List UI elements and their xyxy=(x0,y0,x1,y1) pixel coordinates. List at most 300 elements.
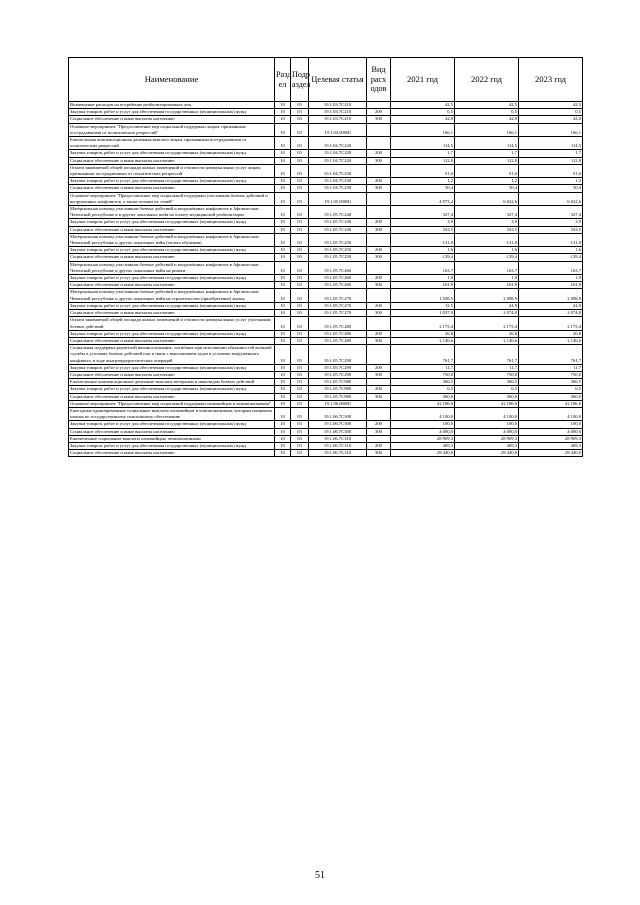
cell-2022: 131,0 xyxy=(455,233,519,246)
cell-target-article: 19.1.06.7С310 xyxy=(309,442,367,449)
cell-target-article: 19.1.04.7С220 xyxy=(309,150,367,157)
cell-razdel: 10 xyxy=(275,317,291,330)
cell-podrazdel: 03 xyxy=(291,206,309,219)
cell-expense-type: 200 xyxy=(367,330,391,337)
cell-2023: 129,4 xyxy=(519,254,583,261)
header-year-2022: 2022 год xyxy=(455,58,519,102)
cell-razdel: 10 xyxy=(275,116,291,123)
cell-expense-type: 200 xyxy=(367,386,391,393)
table-row xyxy=(69,157,583,164)
cell-2023: 1,7 xyxy=(519,150,583,157)
cell-expense-type: 300 xyxy=(367,450,391,457)
cell-podrazdel: 03 xyxy=(291,137,309,150)
table-row xyxy=(69,450,583,457)
cell-target-article: 19.1.05.7С290 xyxy=(309,364,367,371)
cell-expense-type: 300 xyxy=(367,337,391,344)
cell-target-article: 19.1.05.7С280 xyxy=(309,337,367,344)
table-row xyxy=(69,364,583,371)
cell-name: Возмещение расходов на погребение реабилитированных лиц xyxy=(69,102,275,109)
cell-podrazdel: 03 xyxy=(291,261,309,274)
cell-expense-type xyxy=(367,233,391,246)
cell-2023: 24,9 xyxy=(519,302,583,309)
cell-2021: 112,8 xyxy=(391,157,455,164)
cell-2022: 761,7 xyxy=(455,345,519,365)
header-target-article: Целевая статья xyxy=(309,58,367,102)
cell-2021: 163,7 xyxy=(391,261,455,274)
cell-name: Материальная помощь участникам боевых действий и вооружённых конфликтов в Афганистане, Чеченской республике и в других локальных войн на оплату медицинской реабилитации xyxy=(69,206,275,219)
cell-target-article: 19.1.06.7С310 xyxy=(309,450,367,457)
cell-name: Социальное обеспечение и иные выплаты населению xyxy=(69,450,275,457)
cell-2023: 163,7 xyxy=(519,261,583,274)
cell-2021: 1,7 xyxy=(391,150,455,157)
cell-podrazdel: 03 xyxy=(291,185,309,192)
cell-2022: 6,5 xyxy=(455,386,519,393)
cell-2022: 469,3 xyxy=(455,442,519,449)
cell-2022: 0,5 xyxy=(455,109,519,116)
table-row xyxy=(69,254,583,261)
cell-2021: 42,0 xyxy=(391,116,455,123)
cell-name: Ежемесячные социальные выплаты олимпийцам, чемпионатникам xyxy=(69,435,275,442)
cell-2021: 761,7 xyxy=(391,345,455,365)
cell-podrazdel: 03 xyxy=(291,317,309,330)
cell-expense-type: 200 xyxy=(367,364,391,371)
cell-target-article: 19.1.03.7С210 xyxy=(309,102,367,109)
cell-2022: 4 000,0 xyxy=(455,428,519,435)
cell-name: Социальное обеспечение и иные выплаты населению xyxy=(69,116,275,123)
cell-target-article: 19.1.06.7С310 xyxy=(309,435,367,442)
cell-target-article: 19.1.05.7С980 xyxy=(309,393,367,400)
table-row xyxy=(69,371,583,378)
cell-name: Социальное обеспечение и иные выплаты населению xyxy=(69,254,275,261)
cell-razdel: 10 xyxy=(275,282,291,289)
cell-expense-type: 200 xyxy=(367,421,391,428)
cell-razdel: 10 xyxy=(275,310,291,317)
cell-podrazdel: 03 xyxy=(291,164,309,177)
cell-target-article: 19.1.05.7С290 xyxy=(309,345,367,365)
cell-target-article: 19.1.05.7С240 xyxy=(309,226,367,233)
table-row xyxy=(69,428,583,435)
cell-name: Закупка товаров, работ и услуг для обеспечения государственных (муниципальных) нужд xyxy=(69,386,275,393)
header-year-2023: 2023 год xyxy=(519,58,583,102)
table-header-row xyxy=(69,58,583,102)
cell-target-article: 19.1.05.7С260 xyxy=(309,261,367,274)
cell-target-article: 19.1.05.7С980 xyxy=(309,386,367,393)
table-row xyxy=(69,150,583,157)
cell-2021: 12,5 xyxy=(391,302,455,309)
budget-table xyxy=(68,57,583,457)
table-row xyxy=(69,192,583,205)
cell-razdel: 10 xyxy=(275,185,291,192)
cell-2022: 323,5 xyxy=(455,226,519,233)
cell-2021: 3,9 xyxy=(391,219,455,226)
cell-target-article: 19.1.04.7С230 xyxy=(309,164,367,177)
table-row xyxy=(69,116,583,123)
cell-razdel: 10 xyxy=(275,254,291,261)
cell-2022: 28 440,0 xyxy=(455,450,519,457)
table-row xyxy=(69,247,583,254)
cell-2022: 1,2 xyxy=(455,178,519,185)
cell-razdel: 10 xyxy=(275,400,291,407)
cell-name: Материальная помощь участникам боевых действий и вооружённых конфликтов в Афганистане, Чеченской республике и других локальных войн на строительство (приобретение) жилья xyxy=(69,289,275,302)
header-podrazdel: Подр аздел xyxy=(291,58,309,102)
cell-name: Социальная поддержка родителей военнослужащих, погибших при исполнении обязанностей военной службы в условиях боевых действий или в связи с выполнением задач в условиях вооруженного конфликта, в ходе контртеррористических операций xyxy=(69,345,275,365)
table-row xyxy=(69,407,583,420)
cell-expense-type xyxy=(367,379,391,386)
header-name: Наименование xyxy=(69,58,275,102)
cell-2022: 750,0 xyxy=(455,371,519,378)
cell-expense-type xyxy=(367,192,391,205)
cell-name: Ежегодные единовременные социальные выплаты олимпийцам и чемпионатникам, которым назначена пенсия по государственному пенсионному обеспечению xyxy=(69,407,275,420)
cell-2021: 1 037,0 xyxy=(391,310,455,317)
cell-2021: 1 049,5 xyxy=(391,289,455,302)
cell-razdel: 10 xyxy=(275,261,291,274)
cell-name: Материальная помощь участникам боевых действий и вооружённых конфликтов в Афганистане, Чеченской республике и других локальных войн (оплата обучения) xyxy=(69,233,275,246)
cell-2022: 42,5 xyxy=(455,102,519,109)
cell-razdel: 10 xyxy=(275,102,291,109)
table-row xyxy=(69,393,583,400)
cell-2022: 360,0 xyxy=(455,393,519,400)
table-row xyxy=(69,226,583,233)
table-row xyxy=(69,421,583,428)
cell-2021: 366,5 xyxy=(391,379,455,386)
cell-target-article: 19.1.05.7С980 xyxy=(309,379,367,386)
cell-target-article: 19.1.03.7С210 xyxy=(309,109,367,116)
cell-podrazdel: 03 xyxy=(291,393,309,400)
cell-podrazdel: 03 xyxy=(291,435,309,442)
cell-expense-type xyxy=(367,137,391,150)
cell-podrazdel: 03 xyxy=(291,226,309,233)
table-row xyxy=(69,164,583,177)
table-row xyxy=(69,123,583,136)
cell-2023: 323,5 xyxy=(519,226,583,233)
cell-expense-type: 200 xyxy=(367,302,391,309)
cell-2021: 166,1 xyxy=(391,123,455,136)
table-row xyxy=(69,275,583,282)
cell-podrazdel: 03 xyxy=(291,102,309,109)
cell-name: Социальное обеспечение и иные выплаты населению xyxy=(69,337,275,344)
cell-2021: 161,8 xyxy=(391,282,455,289)
header-expense-type: Вид расх одов xyxy=(367,58,391,102)
cell-2021: 1,9 xyxy=(391,275,455,282)
cell-2022: 163,7 xyxy=(455,261,519,274)
cell-podrazdel: 03 xyxy=(291,407,309,420)
cell-razdel: 10 xyxy=(275,393,291,400)
cell-2023: 131,0 xyxy=(519,233,583,246)
cell-name: Оплата занимаемой общей площади жилых помещений и стоимости коммунальных услуг участникам боевых действий xyxy=(69,317,275,330)
cell-podrazdel: 03 xyxy=(291,233,309,246)
cell-target-article: 19.1.04.7С230 xyxy=(309,185,367,192)
cell-2022: 2 098,9 xyxy=(455,289,519,302)
cell-target-article: 19.1.05.7С260 xyxy=(309,282,367,289)
cell-2022: 114,5 xyxy=(455,137,519,150)
cell-podrazdel: 03 xyxy=(291,123,309,136)
cell-2021: 2 173,4 xyxy=(391,317,455,330)
cell-2023: 2 173,4 xyxy=(519,317,583,330)
cell-target-article: 19.1.05.7С250 xyxy=(309,233,367,246)
cell-2023: 28 909,3 xyxy=(519,435,583,442)
cell-2022: 11,7 xyxy=(455,364,519,371)
table-row xyxy=(69,310,583,317)
cell-razdel: 10 xyxy=(275,302,291,309)
cell-podrazdel: 03 xyxy=(291,289,309,302)
cell-2022: 100,0 xyxy=(455,421,519,428)
cell-razdel: 10 xyxy=(275,379,291,386)
cell-razdel: 10 xyxy=(275,371,291,378)
header-razdel: Разд ел xyxy=(275,58,291,102)
cell-2021: 6,5 xyxy=(391,386,455,393)
table-row xyxy=(69,337,583,344)
cell-podrazdel: 03 xyxy=(291,247,309,254)
cell-target-article: 19.1.05.7С280 xyxy=(309,317,367,330)
cell-2021: 4 973,2 xyxy=(391,192,455,205)
cell-target-article: 19.1.05.7С250 xyxy=(309,254,367,261)
cell-2022: 129,4 xyxy=(455,254,519,261)
cell-2021: 28 440,0 xyxy=(391,450,455,457)
cell-podrazdel: 03 xyxy=(291,386,309,393)
cell-2023: 0,5 xyxy=(519,109,583,116)
cell-2021: 0,5 xyxy=(391,109,455,116)
cell-podrazdel: 03 xyxy=(291,428,309,435)
cell-name: Социальное обеспечение и иные выплаты населению xyxy=(69,226,275,233)
cell-2021: 11,7 xyxy=(391,364,455,371)
cell-name: Социальное обеспечение и иные выплаты населению xyxy=(69,157,275,164)
cell-name: Закупка товаров, работ и услуг для обеспечения государственных (муниципальных) нужд xyxy=(69,150,275,157)
cell-2023: 1,2 xyxy=(519,178,583,185)
cell-name: Материальная помощь участникам боевых действий и вооружённых конфликтов в Афганистане, Чеченской республике и других локальных войн на ремонт xyxy=(69,261,275,274)
cell-podrazdel: 03 xyxy=(291,157,309,164)
cell-podrazdel: 03 xyxy=(291,150,309,157)
cell-2023: 112,8 xyxy=(519,157,583,164)
cell-2022: 26,8 xyxy=(455,330,519,337)
cell-2021: 131,0 xyxy=(391,233,455,246)
cell-2021: 327,4 xyxy=(391,206,455,219)
cell-2023: 761,7 xyxy=(519,345,583,365)
cell-2022: 161,8 xyxy=(455,282,519,289)
cell-2021: 4 100,0 xyxy=(391,407,455,420)
cell-podrazdel: 03 xyxy=(291,116,309,123)
cell-2022: 24,9 xyxy=(455,302,519,309)
cell-razdel: 10 xyxy=(275,164,291,177)
cell-target-article: 19.1.04.00000 xyxy=(309,123,367,136)
cell-target-article: 19.1.05.7С270 xyxy=(309,302,367,309)
cell-target-article: 19.1.06.7С300 xyxy=(309,421,367,428)
table-row xyxy=(69,442,583,449)
cell-expense-type: 300 xyxy=(367,310,391,317)
cell-razdel: 10 xyxy=(275,289,291,302)
cell-2022: 2 146,6 xyxy=(455,337,519,344)
cell-podrazdel: 03 xyxy=(291,219,309,226)
cell-podrazdel: 03 xyxy=(291,450,309,457)
cell-razdel: 10 xyxy=(275,421,291,428)
cell-2022: 51,6 xyxy=(455,164,519,177)
cell-expense-type: 300 xyxy=(367,185,391,192)
cell-razdel: 10 xyxy=(275,178,291,185)
cell-2021: 129,4 xyxy=(391,254,455,261)
table-row xyxy=(69,219,583,226)
table-row xyxy=(69,386,583,393)
cell-2022: 4 100,0 xyxy=(455,407,519,420)
cell-2022: 2 074,0 xyxy=(455,310,519,317)
cell-2023: 1,6 xyxy=(519,247,583,254)
cell-razdel: 10 xyxy=(275,330,291,337)
cell-expense-type: 200 xyxy=(367,150,391,157)
cell-podrazdel: 03 xyxy=(291,192,309,205)
cell-expense-type xyxy=(367,317,391,330)
cell-razdel: 10 xyxy=(275,364,291,371)
cell-expense-type: 200 xyxy=(367,178,391,185)
cell-razdel: 10 xyxy=(275,450,291,457)
cell-2021: 114,5 xyxy=(391,137,455,150)
cell-expense-type xyxy=(367,206,391,219)
cell-2022: 1,9 xyxy=(455,275,519,282)
table-row xyxy=(69,330,583,337)
cell-expense-type: 300 xyxy=(367,116,391,123)
header-year-2021: 2021 год xyxy=(391,58,455,102)
cell-razdel: 10 xyxy=(275,109,291,116)
cell-2021: 4 000,0 xyxy=(391,428,455,435)
cell-target-article: 19.1.04.7С220 xyxy=(309,157,367,164)
cell-expense-type: 300 xyxy=(367,393,391,400)
cell-target-article: 19.1.05.7С280 xyxy=(309,330,367,337)
cell-target-article: 19.1.05.7С240 xyxy=(309,219,367,226)
cell-name: Социальное обеспечение и иные выплаты населению xyxy=(69,185,275,192)
cell-2023: 166,1 xyxy=(519,123,583,136)
cell-podrazdel: 03 xyxy=(291,178,309,185)
cell-podrazdel: 03 xyxy=(291,400,309,407)
cell-razdel: 10 xyxy=(275,123,291,136)
cell-expense-type: 300 xyxy=(367,226,391,233)
table-row xyxy=(69,302,583,309)
table-row xyxy=(69,289,583,302)
table-row xyxy=(69,185,583,192)
cell-2022: 166,1 xyxy=(455,123,519,136)
cell-name: Оплата занимаемой общей площади жилых помещений и стоимости коммунальных услуг лицам, признанным пострадавшими от политических репрессий xyxy=(69,164,275,177)
cell-name: Основное мероприятие "Предоставление мер социальной поддержки участникам боевых действий и вооруженных конфликтов, а также членам их семей" xyxy=(69,192,275,205)
cell-name: Основное мероприятие "Предоставление мер социальной поддержки лицам, признанным пострадавшими от политических репрессий" xyxy=(69,123,275,136)
cell-podrazdel: 03 xyxy=(291,337,309,344)
table-row xyxy=(69,206,583,219)
cell-razdel: 10 xyxy=(275,435,291,442)
cell-2022: 3,9 xyxy=(455,219,519,226)
cell-2022: 112,8 xyxy=(455,157,519,164)
cell-2023: 100,0 xyxy=(519,421,583,428)
table-row xyxy=(69,317,583,330)
table-row xyxy=(69,400,583,407)
cell-razdel: 10 xyxy=(275,233,291,246)
cell-2023: 3,9 xyxy=(519,219,583,226)
cell-2021: 42 186,6 xyxy=(391,400,455,407)
cell-razdel: 10 xyxy=(275,226,291,233)
cell-2022: 6 022,6 xyxy=(455,192,519,205)
cell-razdel: 10 xyxy=(275,192,291,205)
cell-name: Закупка товаров, работ и услуг для обеспечения государственных (муниципальных) нужд xyxy=(69,364,275,371)
cell-podrazdel: 03 xyxy=(291,421,309,428)
cell-razdel: 10 xyxy=(275,386,291,393)
cell-name: Закупка товаров, работ и услуг для обеспечения государственных (муниципальных) нужд xyxy=(69,178,275,185)
cell-target-article: 19.1.05.7С270 xyxy=(309,289,367,302)
cell-expense-type: 300 xyxy=(367,157,391,164)
cell-podrazdel: 03 xyxy=(291,442,309,449)
cell-2023: 6,5 xyxy=(519,386,583,393)
table-row xyxy=(69,109,583,116)
cell-target-article: 19.1.06.00000 xyxy=(309,400,367,407)
cell-name: Социальное обеспечение и иные выплаты населению xyxy=(69,393,275,400)
cell-2021: 51,6 xyxy=(391,164,455,177)
cell-razdel: 10 xyxy=(275,275,291,282)
cell-razdel: 10 xyxy=(275,345,291,365)
cell-2023: 11,7 xyxy=(519,364,583,371)
cell-expense-type xyxy=(367,400,391,407)
cell-name: Закупка товаров, работ и услуг для обеспечения государственных (муниципальных) нужд xyxy=(69,275,275,282)
cell-target-article: 19.1.05.7С250 xyxy=(309,247,367,254)
cell-2023: 42 186,6 xyxy=(519,400,583,407)
cell-name: Социальное обеспечение и иные выплаты населению xyxy=(69,371,275,378)
cell-razdel: 10 xyxy=(275,407,291,420)
cell-expense-type: 300 xyxy=(367,254,391,261)
cell-podrazdel: 03 xyxy=(291,109,309,116)
cell-razdel: 10 xyxy=(275,219,291,226)
cell-expense-type: 200 xyxy=(367,442,391,449)
cell-target-article: 19.1.05.00000 xyxy=(309,192,367,205)
cell-name: Закупка товаров, работ и услуг для обеспечения государственных (муниципальных) нужд xyxy=(69,421,275,428)
cell-2023: 28 440,0 xyxy=(519,450,583,457)
cell-expense-type: 200 xyxy=(367,219,391,226)
cell-razdel: 10 xyxy=(275,137,291,150)
cell-2021: 750,0 xyxy=(391,371,455,378)
cell-name: Ежемесячная компенсационная денежная выплата лицам, признанным пострадавшими от политических репрессий xyxy=(69,137,275,150)
cell-2023: 469,3 xyxy=(519,442,583,449)
cell-target-article: 19.1.05.7С270 xyxy=(309,310,367,317)
cell-2023: 42,5 xyxy=(519,102,583,109)
cell-name: Основное мероприятие "Предоставление мер социальной поддержки олимпийцам и чемпионатникам" xyxy=(69,400,275,407)
cell-podrazdel: 03 xyxy=(291,371,309,378)
cell-target-article: 19.1.06.7С300 xyxy=(309,428,367,435)
cell-podrazdel: 03 xyxy=(291,310,309,317)
table-row xyxy=(69,178,583,185)
cell-2021: 1,6 xyxy=(391,247,455,254)
cell-2023: 2 098,9 xyxy=(519,289,583,302)
cell-expense-type: 200 xyxy=(367,109,391,116)
cell-expense-type xyxy=(367,261,391,274)
cell-name: Закупка товаров, работ и услуг для обеспечения государственных (муниципальных) нужд xyxy=(69,109,275,116)
cell-target-article: 19.1.05.7С290 xyxy=(309,371,367,378)
cell-2021: 1,2 xyxy=(391,178,455,185)
cell-2023: 114,5 xyxy=(519,137,583,150)
cell-podrazdel: 03 xyxy=(291,364,309,371)
table-row xyxy=(69,379,583,386)
cell-name: Закупка товаров, работ и услуг для обеспечения государственных (муниципальных) нужд xyxy=(69,442,275,449)
cell-2022: 1,6 xyxy=(455,247,519,254)
cell-target-article: 19.1.03.7С210 xyxy=(309,116,367,123)
table-row xyxy=(69,137,583,150)
cell-razdel: 10 xyxy=(275,157,291,164)
cell-podrazdel: 03 xyxy=(291,302,309,309)
cell-2022: 2 173,4 xyxy=(455,317,519,330)
cell-2022: 50,4 xyxy=(455,185,519,192)
cell-2023: 2 146,6 xyxy=(519,337,583,344)
cell-2022: 42,0 xyxy=(455,116,519,123)
cell-expense-type xyxy=(367,345,391,365)
budget-table-container xyxy=(68,57,582,457)
cell-2021: 323,5 xyxy=(391,226,455,233)
cell-expense-type: 200 xyxy=(367,275,391,282)
cell-podrazdel: 03 xyxy=(291,330,309,337)
cell-expense-type xyxy=(367,123,391,136)
cell-target-article: 19.1.05.7С240 xyxy=(309,206,367,219)
cell-2021: 50,4 xyxy=(391,185,455,192)
cell-2021: 469,3 xyxy=(391,442,455,449)
cell-2023: 161,8 xyxy=(519,282,583,289)
